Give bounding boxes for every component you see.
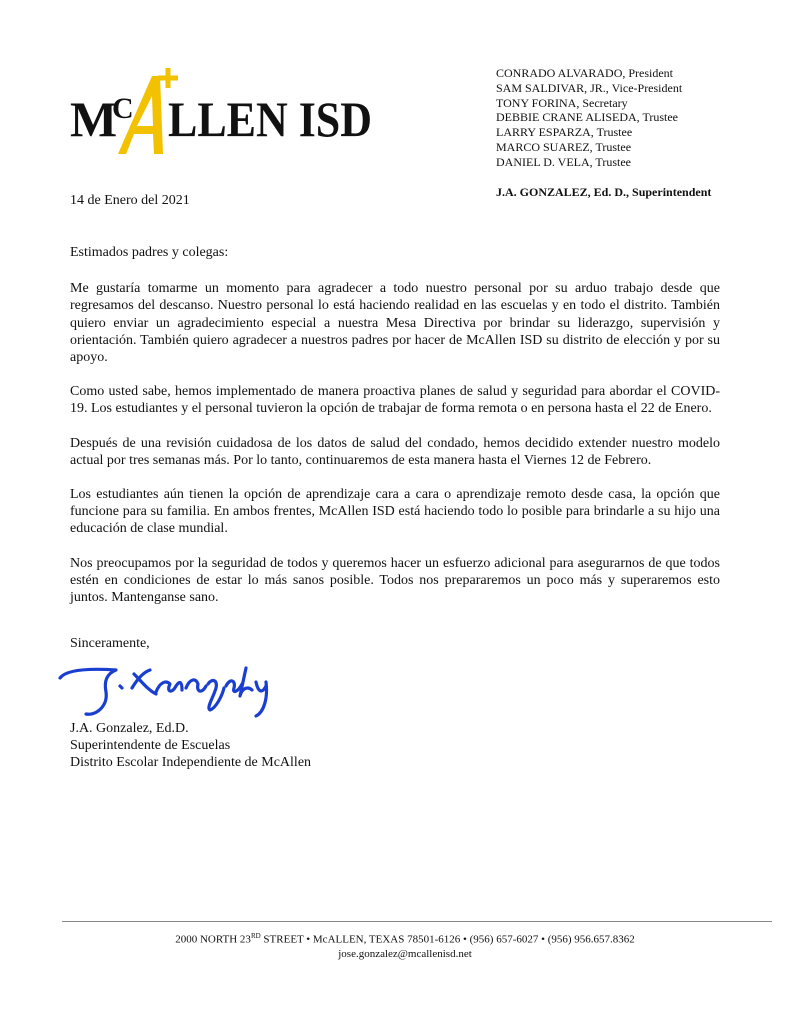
footer	[0, 929, 791, 961]
paragraph: Nos preocupamos por la seguridad de todos y queremos hacer un esfuerzo adicional para asegurarnos de que todos estén en condiciones de estar lo más sanos posible. Todos nos prepararemos un poco más y superaremos esto juntos. Mantenganse sano.	[70, 555, 720, 606]
svg-text:C: C	[112, 92, 134, 125]
board-member: DANIEL D. VELA, Trustee	[496, 154, 631, 169]
footer-email: jose.gonzalez@mcallenisd.net	[338, 947, 472, 960]
mcallen-isd-logo	[70, 68, 380, 158]
board-member: LARRY ESPARZA, Trustee	[496, 125, 633, 140]
paragraph: Me gustaría tomarme un momento para agradecer a todo nuestro personal por su arduo trabajo desde que regresamos del descanso. Nuestro personal lo está haciendo realidad en las escuelas y en todo el distrito. También quiero enviar un agradecimiento especial a nuestra Mesa Directiva por brindar su liderazgo, supervisión y orientación. También quiero agradecer a nuestros padres por hacer de McAllen ISD su distrito de elección y por su apoyo.	[70, 281, 720, 366]
board-member: MARCO SUAREZ, Trustee	[496, 139, 632, 154]
paragraph: Después de una revisión cuidadosa de los datos de salud del condado, hemos decidido extender nuestro modelo actual por tres semanas más. Por lo tanto, continuaremos de esta manera hasta el Viernes 12 de Febrero.	[70, 435, 720, 468]
board-member: DEBBIE CRANE ALISEDA, Trustee	[496, 110, 679, 125]
letter-body	[70, 244, 720, 623]
greeting: Estimados padres y colegas:	[70, 245, 229, 260]
paragraph: Como usted sabe, hemos implementado de manera proactiva planes de salud y seguridad para abordar el COVID-19. Los estudiantes y el personal tuvieron la opción de trabajar de forma remota o en persona hasta el 22 de Enero.	[70, 384, 720, 417]
closing: Sinceramente,	[70, 636, 150, 651]
svg-text:M: M	[70, 91, 118, 147]
paragraph: Los estudiantes aún tienen la opción de aprendizaje cara a cara o aprendizaje remoto desde casa, la opción que funcione para su familia. En ambos frentes, McAllen ISD está haciendo todo lo posible para brindarle a su hijo una educación de clase mundial.	[70, 487, 720, 537]
signature-block	[70, 720, 311, 771]
board-member: TONY FORINA, Secretary	[496, 95, 628, 110]
footer-address: 2000 NORTH 23RD STREET • McALLEN, TEXAS 78501-6126 • (956) 657-6027 • (956) 956.657.8362	[175, 932, 635, 946]
board-members-list	[496, 66, 682, 170]
superintendent-line: J.A. GONZALEZ, Ed. D., Superintendent	[496, 185, 712, 199]
letter-date: 14 de Enero del 2021	[70, 193, 190, 208]
handwritten-signature	[56, 652, 286, 724]
footer-divider	[62, 921, 772, 922]
board-member: SAM SALDIVAR, JR., Vice-President	[496, 80, 683, 95]
signer-name: J.A. Gonzalez, Ed.D.	[70, 721, 189, 736]
svg-text:LLEN ISD: LLEN ISD	[168, 91, 372, 147]
signer-title: Superintendente de Escuelas	[70, 738, 231, 753]
board-member: CONRADO ALVARADO, President	[496, 66, 674, 80]
signer-org: Distrito Escolar Independiente de McAllen	[70, 755, 312, 770]
